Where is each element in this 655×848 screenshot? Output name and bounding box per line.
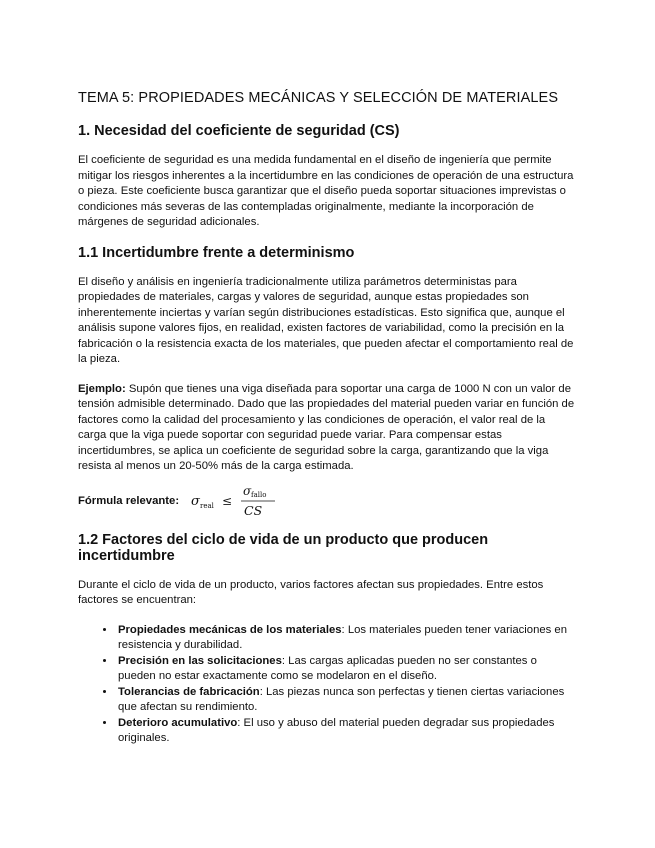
list-item (116, 685, 575, 716)
formula-lhs-sub: real (200, 501, 214, 510)
example-paragraph (78, 382, 575, 475)
relevant-formula (78, 483, 575, 519)
list-item (116, 716, 575, 747)
list-item-term: Propiedades mecánicas de los materiales (118, 623, 342, 636)
document-title: TEMA 5: PROPIEDADES MECÁNICAS Y SELECCIÓN DE MATERIALES (78, 90, 559, 106)
list-item-term: Tolerancias de fabricación (118, 685, 260, 698)
list-item-term: Precisión en las solicitaciones (118, 654, 282, 667)
formula-lhs: σ (191, 493, 200, 509)
factors-list (78, 623, 575, 747)
formula-denominator: CS (244, 502, 263, 518)
list-item-text: : Las cargas aplicadas pueden no ser constantes o pueden no estar exactamente como se modelaron en el diseño. (118, 654, 537, 682)
section-1-1-heading: 1.1 Incertidumbre frente a determinismo (78, 244, 355, 261)
formula-numerator: σ (243, 483, 252, 498)
list-item (116, 623, 575, 654)
section-1-2-heading: 1.2 Factores del ciclo de vida de un producto que producen incertidumbre (78, 531, 489, 564)
example-label: Ejemplo: (78, 382, 126, 395)
example-text: Supón que tienes una viga diseñada para soportar una carga de 1000 N con un valor de tensión admisible determinado. Dado que las propiedades del material pueden variar en función de factores como la calidad del procesamiento y las condiciones de operación, el valor real de la carga que la viga puede soportar con seguridad puede variar. Para compensar estas incertidumbres, se aplica un coeficiente de seguridad sobre la carga, garantizando que la viga resista al menos un 20-50% más de la carga estimada. (78, 382, 575, 472)
formula-operator: ≤ (222, 493, 233, 508)
section-1-heading: 1. Necesidad del coeficiente de seguridad (CS) (78, 123, 400, 139)
section-1-paragraph: El coeficiente de seguridad es una medida fundamental en el diseño de ingeniería que permite mitigar los riesgos inherentes a la incertidumbre en las condiciones de operación de una estructura o pieza. Este coeficiente busca garantizar que el diseño pueda soportar situaciones imprevistas o condiciones más severas de las contempladas originalmente, mediante la incorporación de márgenes de seguridad adicionales. (78, 154, 574, 228)
section-1-1-paragraph: El diseño y análisis en ingeniería tradicionalmente utiliza parámetros deterministas para propiedades de materiales, cargas y valores de seguridad, aunque estas propiedades son inherentemente inciertas y varían según distribuciones estadísticas. Esto significa que, aunque el análisis supone valores fijos, en realidad, existen factores de variabilidad, como la precisión en la fabricación o la resistencia exacta de los materiales, que pueden afectar el comportamiento real de la pieza. (78, 275, 574, 365)
list-item-text: : El uso y abuso del material pueden degradar sus propiedades originales. (118, 716, 555, 744)
formula-label: Fórmula relevante: (78, 494, 180, 507)
list-item-text: : Las piezas nunca son perfectas y tienen ciertas variaciones que afectan su rendimiento. (118, 685, 565, 713)
section-1-2-intro: Durante el ciclo de vida de un producto, varios factores afectan sus propiedades. Entre estos factores se encuentran: (78, 578, 544, 606)
formula-numerator-sub: fallo (251, 490, 267, 499)
list-item (116, 654, 575, 685)
list-item-text: : Los materiales pueden tener variaciones en resistencia y durabilidad. (118, 623, 567, 651)
formula-math (189, 483, 279, 519)
list-item-term: Deterioro acumulativo (118, 716, 238, 729)
